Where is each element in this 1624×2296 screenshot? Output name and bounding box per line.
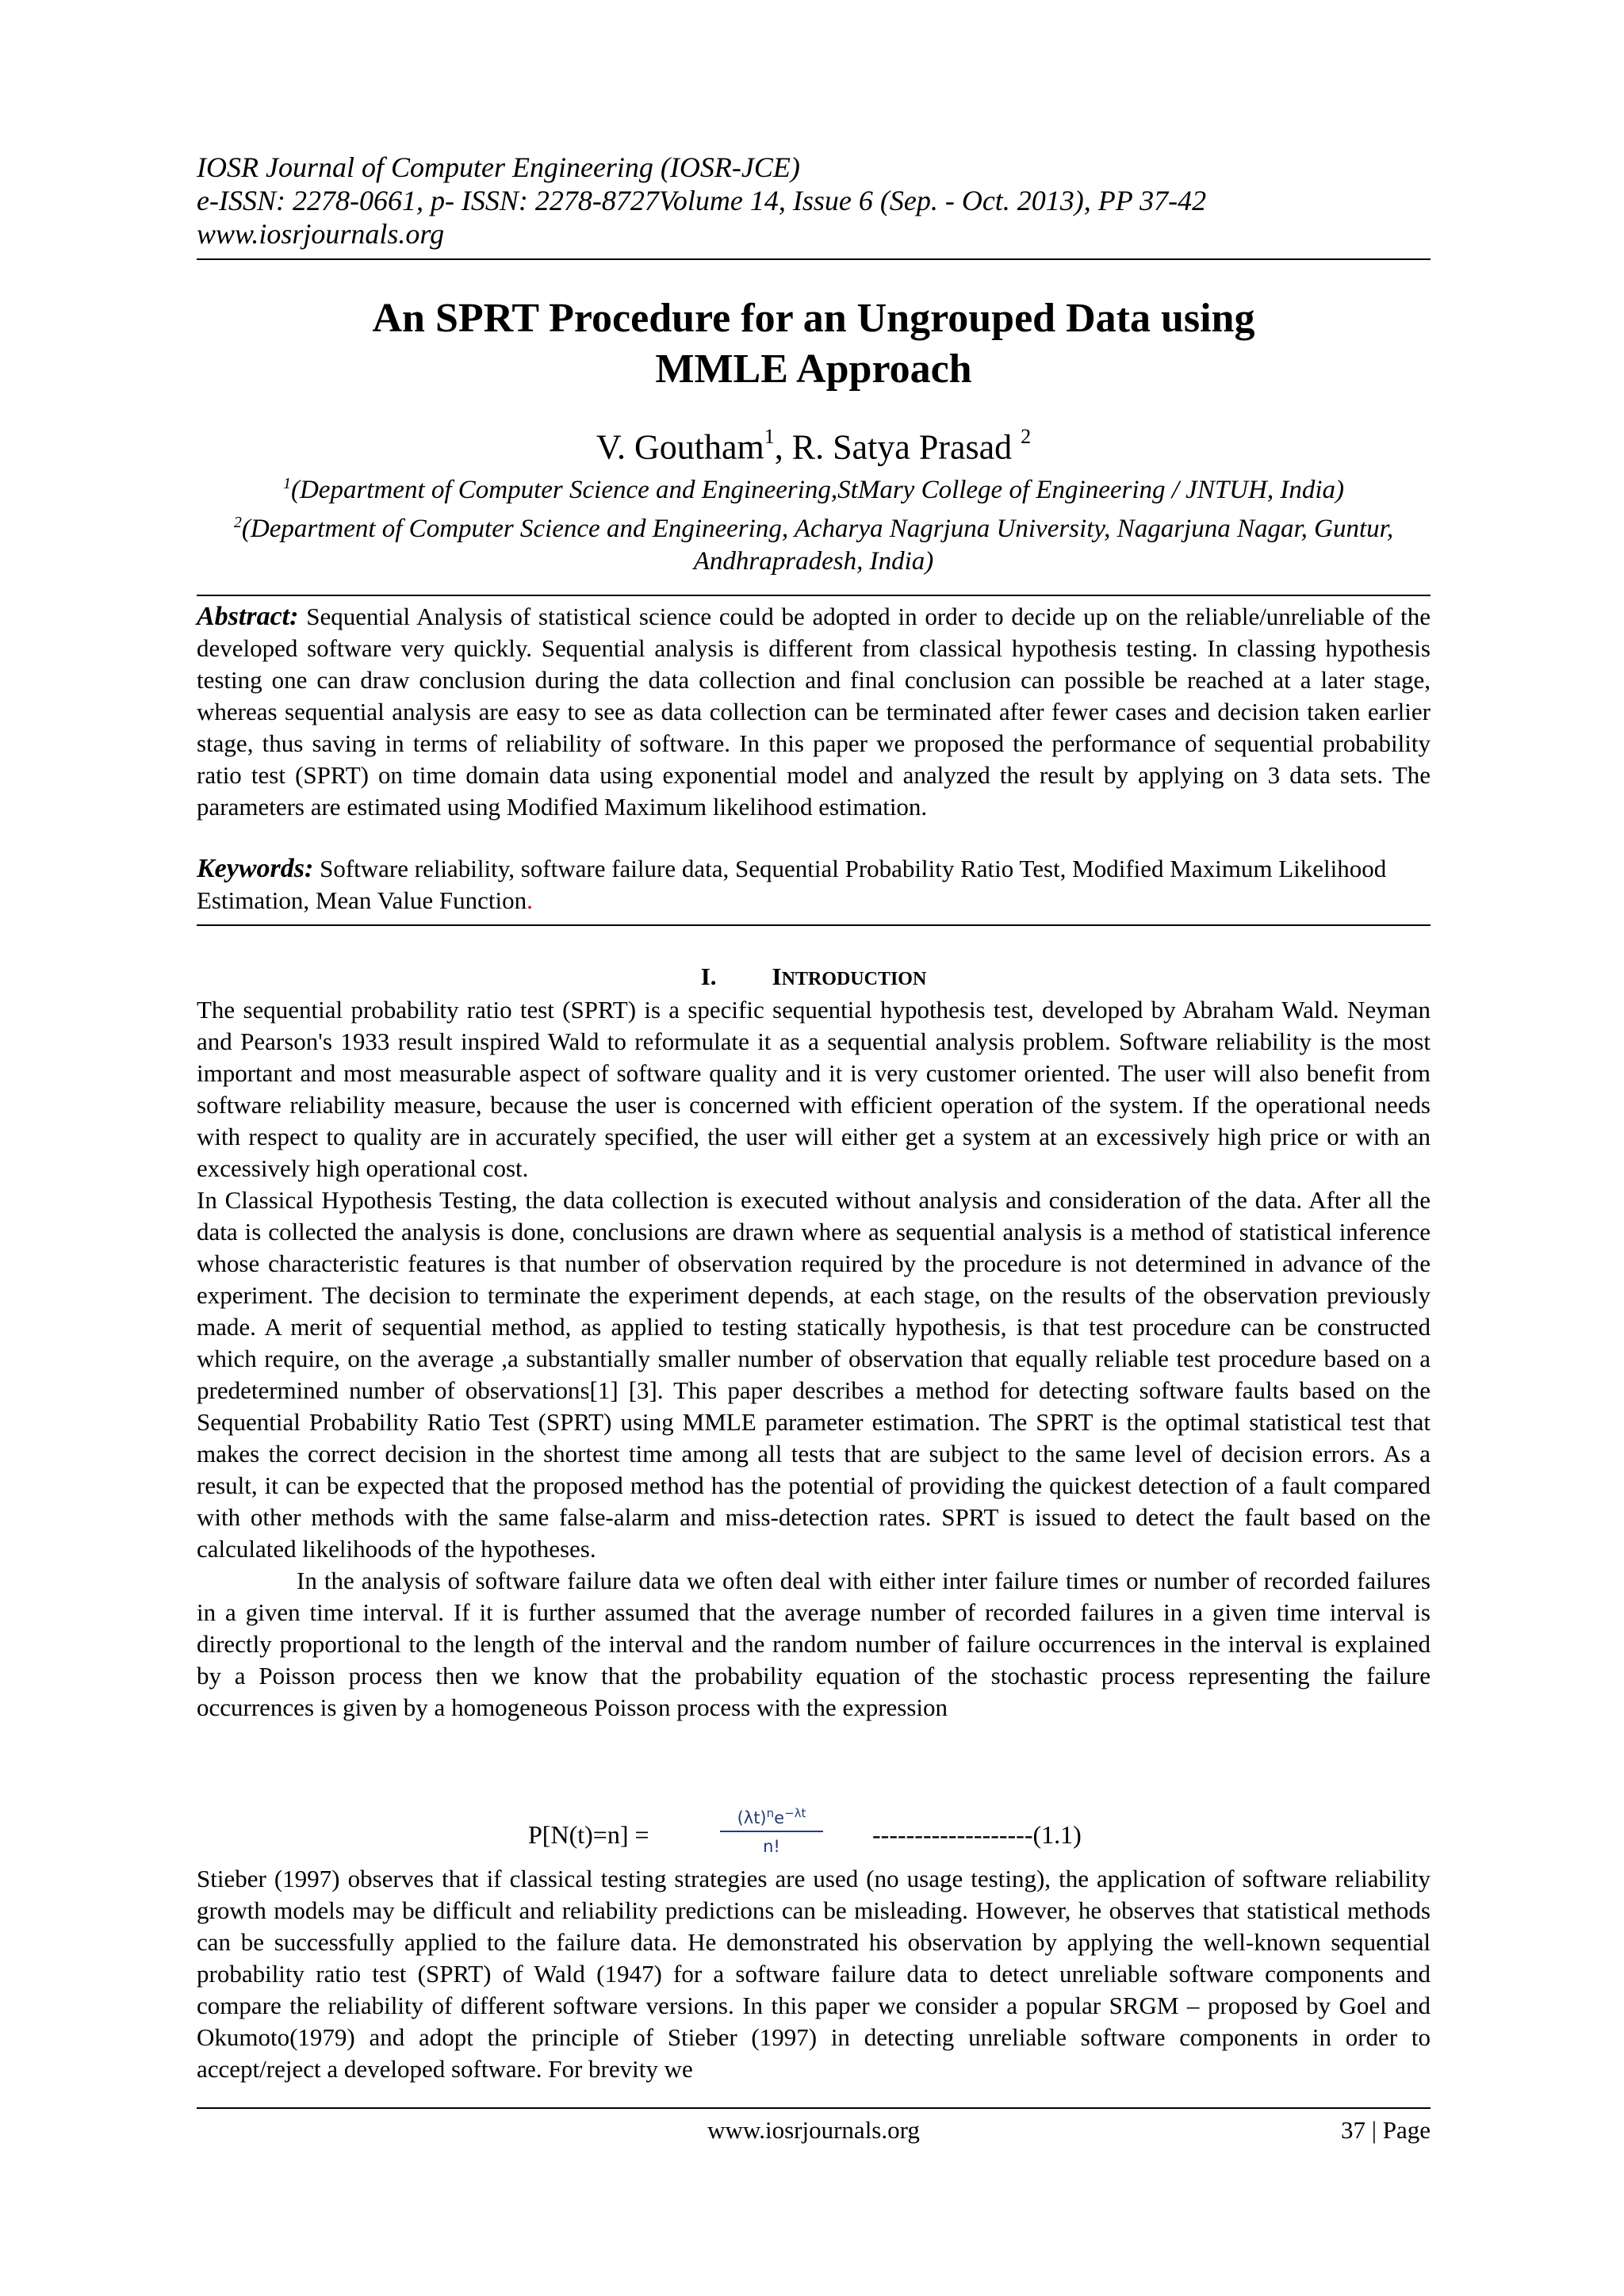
section-title-initial: I xyxy=(772,962,782,990)
author-2: R. Satya Prasad xyxy=(791,427,1021,467)
section-title-rest: NTRODUCTION xyxy=(781,969,927,989)
numerator-base: (λt) xyxy=(737,1808,767,1827)
numerator-power: n xyxy=(766,1806,775,1820)
author-2-affil-mark: 2 xyxy=(1021,425,1032,448)
equation-lhs: P[N(t)=n] = xyxy=(528,1820,649,1849)
abstract-text: Sequential Analysis of statistical science could be adopted in order to decide up on the reliable/unreliable of the developed software very quickly. Sequential analysis is different from classical hypothesis testing. In classing hypothesis testing one can draw conclusion during the data collection and final conclusion can possible be reached at a later stage, whereas sequential analysis are easy to see as data collection can be terminated after fewer cases and decision taken earlier stage, thus saving in terms of reliability of software. In this paper we proposed the performance of sequential probability ratio test (SPRT) on time domain data using exponential model and analyzed the result by applying on 3 data sets. The parameters are estimated using Modified Maximum likelihood estimation. xyxy=(197,603,1431,821)
keywords-label: Keywords: xyxy=(197,854,314,883)
paragraph-4: Stieber (1997) observes that if classical testing strategies are used (no usage testing), the application of software reliability growth models may be difficult and reliability predictions can be misleading. However, he observes that statistical methods can be successfully applied to the failure data. He demonstrated his observation by applying the well-known sequential probability ratio test (SPRT) of Wald (1947) for a software failure data to detect unreliable software components and compare the reliability of different software versions. In this paper we consider a popular SRGM – proposed by Goel and Okumoto(1979) and adopt the principle of Stieber (1997) in detecting unreliable software components in order to accept/reject a developed software. For brevity we xyxy=(197,1865,1431,2083)
journal-issn: e-ISSN: 2278-0661, p- ISSN: 2278-8727Volume 14, Issue 6 (Sep. - Oct. 2013), PP 37-42 xyxy=(197,185,1207,216)
affiliation-2-text: (Department of Computer Science and Engineering, Acharya Nagrjuna University, Nagarjuna Nagar, Guntur, Andhrapradesh, India) xyxy=(241,515,1394,576)
intro-body xyxy=(197,994,1431,1724)
paper-title xyxy=(197,293,1431,395)
page-number: 37 | Page xyxy=(1341,2116,1431,2144)
section-heading-introduction xyxy=(197,961,1431,995)
author-1-affil-mark: 1 xyxy=(764,425,775,448)
journal-header xyxy=(197,151,1431,251)
abstract-label: Abstract: xyxy=(197,602,299,631)
equation-numerator xyxy=(720,1806,823,1832)
title-line-1: An SPRT Procedure for an Ungrouped Data using xyxy=(372,296,1255,341)
author-separator: , xyxy=(774,427,792,467)
intro-body-continued xyxy=(197,1863,1431,2085)
author-list xyxy=(197,419,1431,469)
author-1: V. Goutham xyxy=(596,427,764,467)
title-line-2: MMLE Approach xyxy=(655,346,972,392)
equation-fraction xyxy=(720,1806,823,1856)
paragraph-2: In Classical Hypothesis Testing, the data collection is executed without analysis and consideration of the data. After all the data is collected the analysis is done, conclusions are drawn where as sequential analysis is a method of statistical inference whose characteristic features is that number of observation required by the procedure is not determined in advance of the experiment. The decision to terminate the experiment depends, at each stage, on the results of the observation previously made. A merit of sequential method, as applied to testing statically hypothesis, is that test procedure can be constructed which require, on the average ,a substantially smaller number of observation that equally reliable test procedure based on a predetermined number of observations[1] [3]. This paper describes a method for detecting software faults based on the Sequential Probability Ratio Test (SPRT) using MMLE parameter estimation. The SPRT is the optimal statistical test that makes the correct decision in the shortest time among all tests that are subject to the same level of decision errors. As a result, it can be expected that the proposed method has the potential of providing the quickest detection of a fault compared with other methods with the same false-alarm and miss-detection rates. SPRT is issued to detect the fault based on the calculated likelihoods of the hypotheses. xyxy=(197,1186,1431,1563)
abstract-bottom-rule xyxy=(197,924,1431,926)
affiliation-1 xyxy=(197,468,1431,507)
abstract-top-rule xyxy=(197,595,1431,596)
footer-url[interactable]: www.iosrjournals.org xyxy=(707,2116,920,2144)
journal-url[interactable]: www.iosrjournals.org xyxy=(197,218,445,250)
keywords xyxy=(197,853,1431,916)
keywords-end-mark: . xyxy=(527,886,533,914)
affiliation-1-text: (Department of Computer Science and Engineering,StMary College of Engineering / JNTUH, India) xyxy=(290,476,1344,504)
affiliation-2 xyxy=(197,507,1431,578)
abstract xyxy=(197,601,1431,823)
equation-number: -------------------(1.1) xyxy=(872,1820,1082,1849)
footer-rule xyxy=(197,2107,1431,2109)
affiliation-2-mark: 2 xyxy=(233,514,242,531)
keywords-text: Software reliability, software failure data, Sequential Probability Ratio Test, Modified Maximum Likelihood Estimation, Mean Value Function xyxy=(197,855,1387,914)
paragraph-1: The sequential probability ratio test (SPRT) is a specific sequential hypothesis test, developed by Abraham Wald. Neyman and Pearson's 1933 result inspired Wald to reformulate it as a sequential analysis problem. Software reliability is the most important and most measurable aspect of software quality and it is very customer oriented. The user will also benefit from software reliability measure, because the user is concerned with efficient operation of the system. If the operational needs with respect to quality are in accurately specified, the user will either get a system at an excessively high price or with an excessively high operational cost. xyxy=(197,996,1431,1182)
numerator-exponent: −λt xyxy=(784,1806,806,1820)
affiliation-1-mark: 1 xyxy=(282,475,291,492)
paragraph-3: In the analysis of software failure data we often deal with either inter failure times or number of recorded failures in a given time interval. If it is further assumed that the average number of recorded failures in a given time interval is directly proportional to the length of the interval and the random number of failure occurrences in the interval is explained by a Poisson process then we know that the probability equation of the stochastic process representing the failure occurrences is given by a homogeneous Poisson process with the expression xyxy=(197,1567,1431,1721)
numerator-e: e xyxy=(774,1808,785,1827)
equation-1-1 xyxy=(197,1806,1431,1862)
equation-denominator: n! xyxy=(763,1837,780,1856)
affiliations xyxy=(197,468,1431,578)
header-rule xyxy=(197,258,1431,260)
section-number: I. xyxy=(700,962,717,990)
journal-name: IOSR Journal of Computer Engineering (IOSR-JCE) xyxy=(197,151,800,183)
